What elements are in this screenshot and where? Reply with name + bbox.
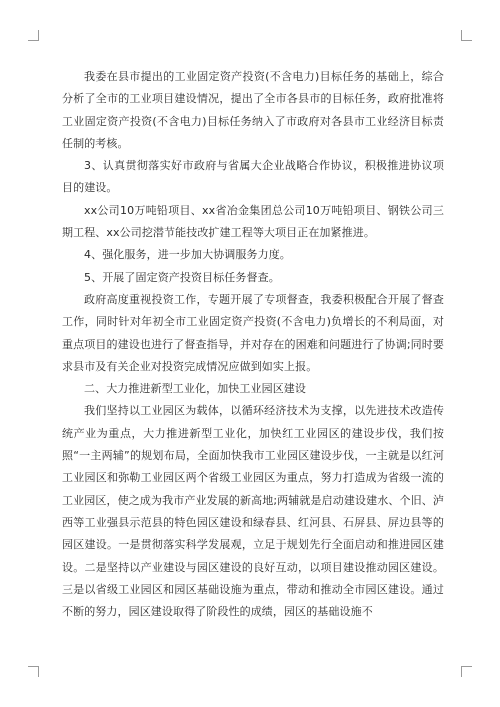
paragraph-item-3: 3、认真贯彻落实好市政府与省属大企业战略合作协议，积极推进协议项目的建设。 [62,159,444,195]
paragraph-major-projects: xx公司10万吨铅项目、xx省冶金集团总公司10万吨铅项目、钢铁公司三期工程、xx公司挖潜节能技改扩建工程等大项目正在加紧推进。 [62,203,444,240]
crop-mark-top-left [28,30,39,41]
crop-mark-bottom-left [28,666,39,677]
paragraph-industrial-parks: 我们坚持以工业园区为载体，以循环经济技术为支撑，以先进技术改造传统产业为重点，大力推进新型工业化，加快红工业园区的建设步伐，我们按照“一主两辅”的规划布局，全面加快我市工业园区建设步伐，一主就是以红河工业园区和弥勒工业园区两个省级工业园区为重点，努力打造成为省级一流的工业园区，使之成为我市产业发展的新高地;两辅就是启动建设建水、个旧、泸西等工业强县示范县的特色园区建设和绿春县、红河县、石屏县、屏边县等的园区建设。一是贯彻落实科学发展观，立足于规划先行全面启动和推进园区建设。二是坚持以产业建设与园区建设的良好互动，以项目建设推动园区建设。三是以省级工业园区和园区基础设施为重点，带动和推动全市园区建设。通过不断的努力，园区建设取得了阶段性的成绩，园区的基础设施不 [62,404,444,619]
paragraph-target-tasks: 我委在县市提出的工业固定资产投资(不含电力)目标任务的基础上，综合分析了全市的工业项目建设情况，提出了全市各县市的目标任务，政府批准将工业固定资产投资(不含电力)目标任务纳入了市政府对各县市工业经济目标责任制的考核。 [62,70,444,150]
paragraph-item-4: 4、强化服务，进一步加大协调服务力度。 [84,248,291,262]
crop-mark-bottom-right [461,666,472,677]
crop-mark-top-right [461,30,472,41]
paragraph-item-5: 5、开展了固定资产投资目标任务督查。 [84,270,280,284]
section-heading-industrial-parks: 二、大力推进新型工业化，加快工业园区建设 [84,382,306,396]
document-body [62,66,444,623]
paragraph-inspection: 政府高度重视投资工作，专题开展了专项督查，我委积极配合开展了督查工作，同时针对年初全市工业固定资产投资(不含电力)负增长的不利局面，对重点项目的建设也进行了督查指导，并对存在的困难和问题进行了协调;同时要求县市及有关企业对投资完成情况应做到如实上报。 [62,292,444,373]
